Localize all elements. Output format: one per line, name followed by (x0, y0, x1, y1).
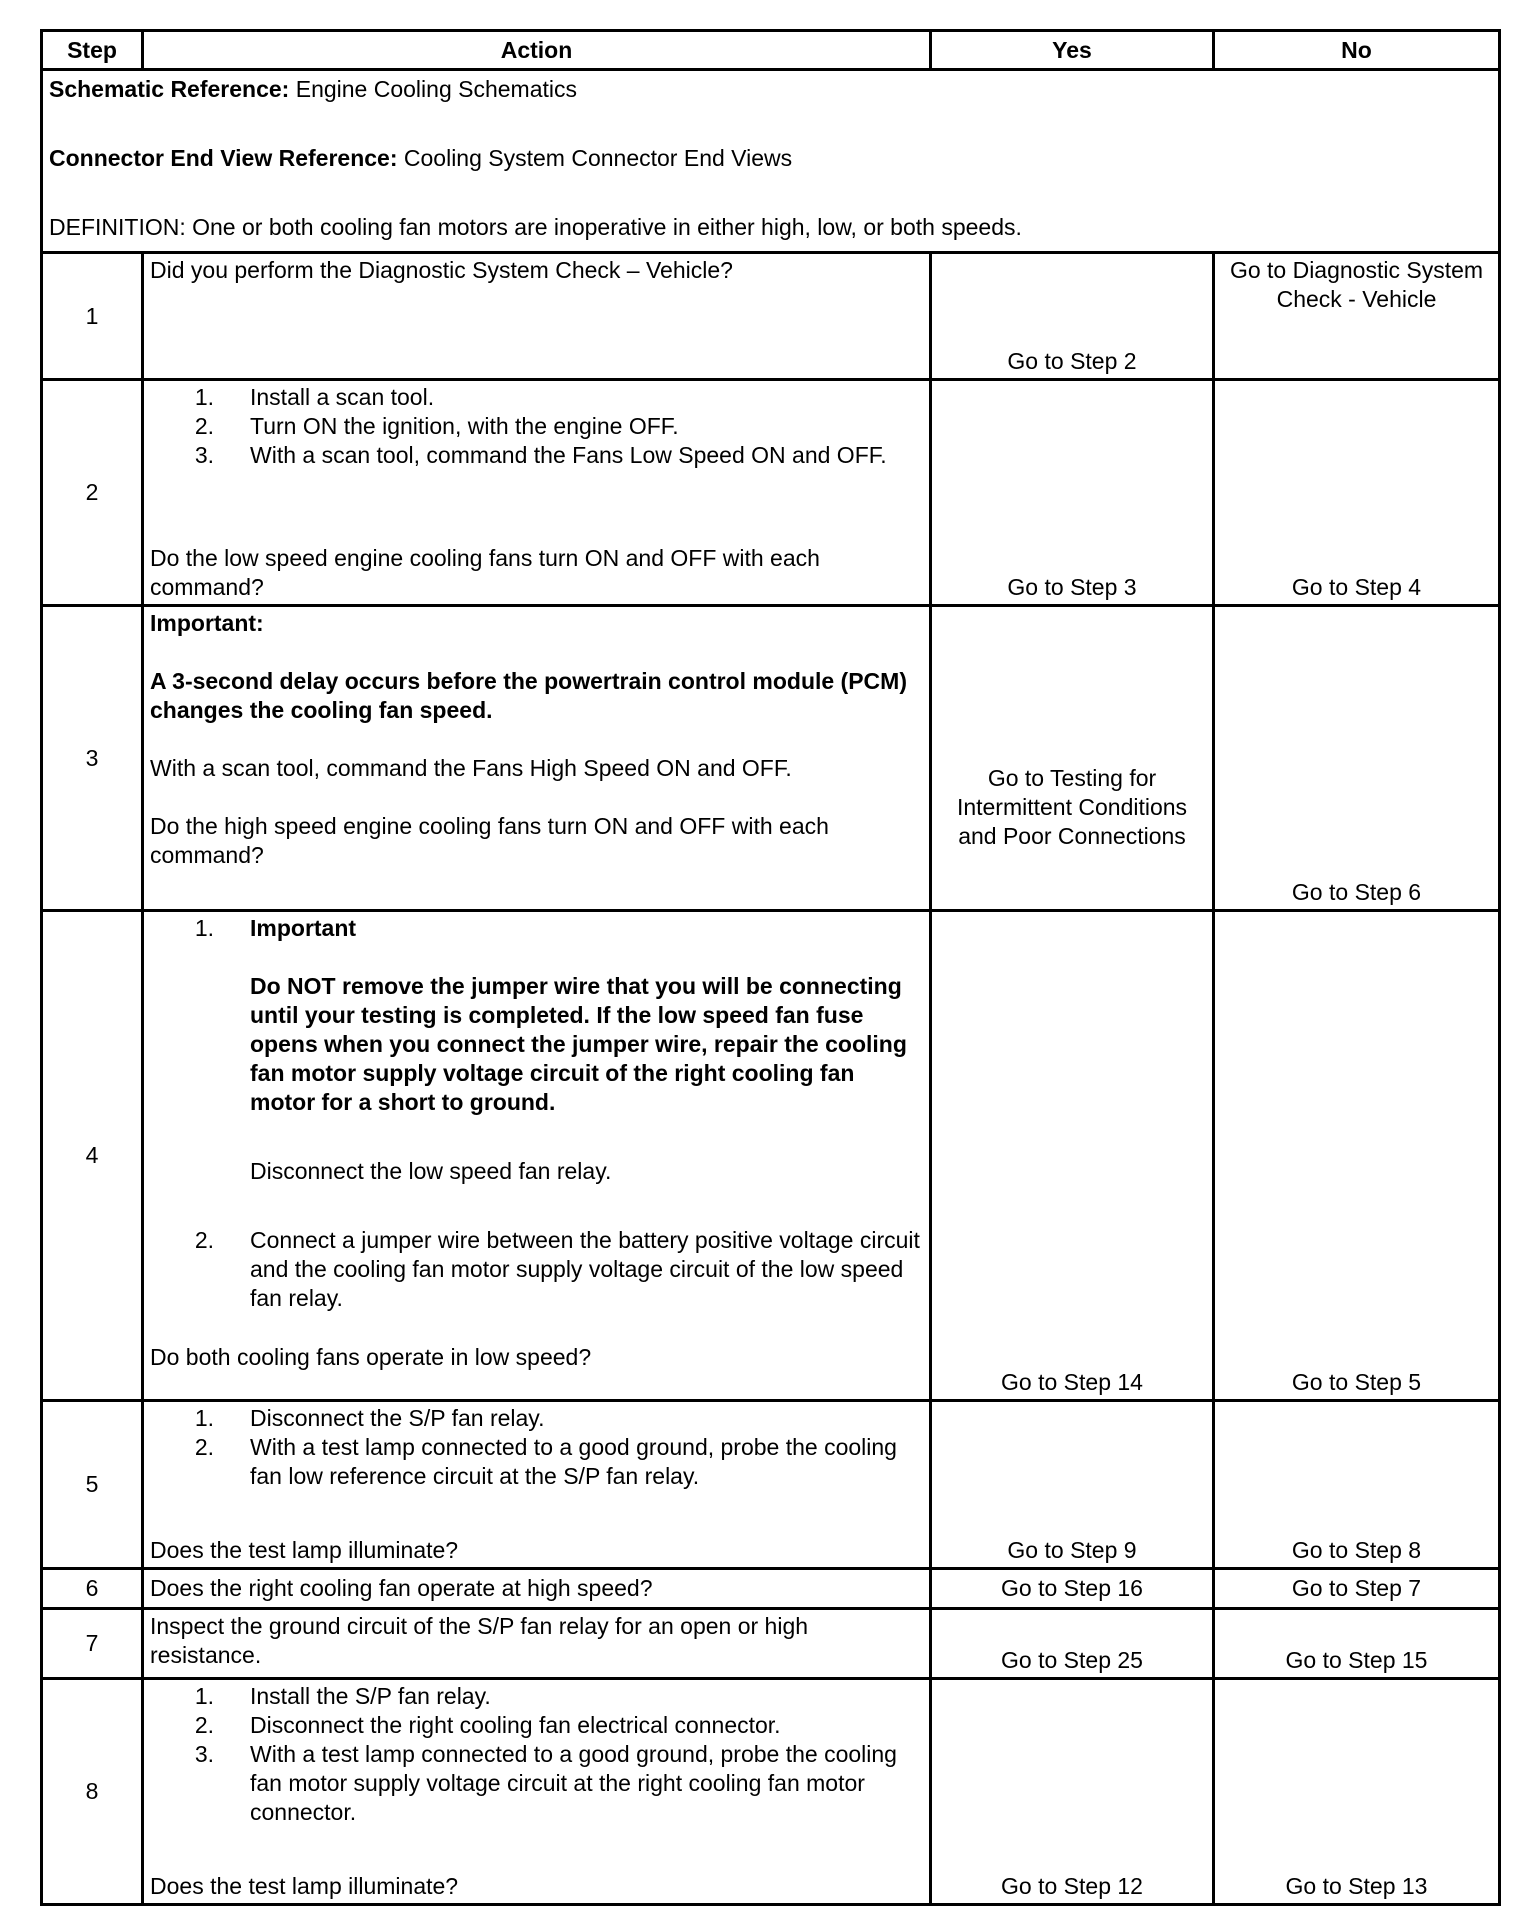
important-label: Important (250, 915, 357, 941)
list-item: 2. Connect a jumper wire between the battery positive voltage circuit and the cooling fan motor supply voltage circuit of the low speed fan relay. (194, 1227, 920, 1311)
header-no: No (1214, 31, 1500, 70)
step-number: 6 (42, 1569, 143, 1609)
action-steps-list (150, 914, 925, 1313)
action-question: Does the test lamp illuminate? (150, 1537, 459, 1563)
no-link[interactable]: Go to Diagnostic System Check - Vehicle (1229, 257, 1484, 312)
yes-cell (931, 606, 1214, 911)
yes-link[interactable]: Go to Step 9 (1007, 1537, 1137, 1563)
list-item: 3. With a test lamp connected to a good ground, probe the cooling fan motor supply voltage circuit at the right cooling fan motor connector. (194, 1741, 897, 1825)
action-cell (143, 1401, 931, 1569)
table-row (42, 1679, 1500, 1905)
action-cell (143, 380, 931, 606)
no-cell (1214, 380, 1500, 606)
no-cell (1214, 1679, 1500, 1905)
header-row (42, 31, 1500, 70)
yes-link[interactable]: Go to Step 2 (1007, 348, 1137, 374)
diagnostic-table-frame (40, 29, 1498, 1906)
action-question: Inspect the ground circuit of the S/P fan relay for an open or high resistance. (150, 1613, 809, 1668)
no-cell (1214, 911, 1500, 1401)
table-row (42, 253, 1500, 380)
no-link[interactable]: Go to Step 8 (1291, 1537, 1422, 1563)
action-question: Does the test lamp illuminate? (150, 1873, 459, 1899)
header-action: Action (143, 31, 931, 70)
list-item: 1. Install a scan tool. (194, 384, 435, 410)
no-link[interactable]: Go to Step 15 (1285, 1647, 1428, 1673)
yes-cell (931, 911, 1214, 1401)
table-row (42, 606, 1500, 911)
action-question: Do the low speed engine cooling fans turn ON and OFF with each command? (150, 545, 820, 600)
diagnostic-table (40, 29, 1501, 1906)
step-number: 4 (42, 911, 143, 1401)
action-cell (143, 1679, 931, 1905)
yes-link[interactable]: Go to Testing for Intermittent Conditions and Poor Connections (956, 764, 1188, 849)
step-number: 5 (42, 1401, 143, 1569)
reference-row (42, 70, 1500, 253)
important-text: Do NOT remove the jumper wire that you will be connecting until your testing is completed. If the low speed fan fuse opens when you connect the jumper wire, repair the cooling fan motor supply voltage circuit of the right cooling fan motor for a short to ground. (250, 973, 907, 1115)
list-item: 1. Install the S/P fan relay. (194, 1683, 491, 1709)
connector-reference (49, 144, 1494, 173)
action-question: Do both cooling fans operate in low speed? (150, 1344, 592, 1370)
header-step: Step (42, 31, 143, 70)
schematic-reference-value: Engine Cooling Schematics (289, 76, 578, 102)
definition-text: DEFINITION: One or both cooling fan motors are inoperative in either high, low, or both speeds. (49, 214, 1022, 240)
no-link[interactable]: Go to Step 7 (1291, 1575, 1422, 1601)
no-cell (1214, 1401, 1500, 1569)
no-cell (1214, 606, 1500, 911)
action-steps-list (150, 1682, 925, 1827)
no-link[interactable]: Go to Step 4 (1291, 574, 1422, 600)
action-cell (143, 1609, 931, 1679)
table-row (42, 1401, 1500, 1569)
no-cell (1214, 253, 1500, 380)
action-cell (143, 911, 931, 1401)
no-cell (1214, 1609, 1500, 1679)
header-yes: Yes (931, 31, 1214, 70)
action-steps-list (150, 1404, 925, 1491)
yes-link[interactable]: Go to Step 16 (1001, 1575, 1143, 1601)
no-link[interactable]: Go to Step 5 (1291, 1369, 1422, 1395)
action-cell (143, 1569, 931, 1609)
step-number: 2 (42, 380, 143, 606)
list-item (150, 1157, 925, 1186)
connector-reference-label: Connector End View Reference: (49, 145, 398, 171)
action-instruction: With a scan tool, command the Fans High Speed ON and OFF. (150, 755, 792, 781)
no-cell (1214, 1569, 1500, 1609)
step-number: 8 (42, 1679, 143, 1905)
list-item: 1. Important (150, 914, 925, 943)
action-question: Did you perform the Diagnostic System Check – Vehicle? (150, 257, 733, 283)
no-link[interactable]: Go to Step 13 (1285, 1873, 1428, 1899)
table-row (42, 911, 1500, 1401)
action-question: Does the right cooling fan operate at high speed? (150, 1575, 653, 1601)
yes-link[interactable]: Go to Step 14 (1001, 1369, 1143, 1395)
list-item: 1. Disconnect the S/P fan relay. (194, 1405, 545, 1431)
connector-reference-value: Cooling System Connector End Views (397, 145, 793, 171)
schematic-reference (49, 75, 1494, 104)
list-item: 2. Turn ON the ignition, with the engine OFF. (194, 413, 679, 439)
action-cell (143, 606, 931, 911)
step-number: 1 (42, 253, 143, 380)
action-question: Do the high speed engine cooling fans turn ON and OFF with each command? (150, 813, 829, 868)
yes-link[interactable]: Go to Step 25 (1001, 1647, 1143, 1673)
yes-link[interactable]: Go to Step 12 (1001, 1873, 1143, 1899)
step-number: 3 (42, 606, 143, 911)
table-row (42, 380, 1500, 606)
schematic-reference-label: Schematic Reference: (49, 76, 290, 102)
list-item: 2. With a test lamp connected to a good ground, probe the cooling fan low reference circuit at the S/P fan relay. (194, 1434, 897, 1489)
action-steps-list (150, 383, 925, 470)
table-row (42, 1609, 1500, 1679)
action-substep: Disconnect the low speed fan relay. (250, 1158, 612, 1184)
important-text: A 3-second delay occurs before the powertrain control module (PCM) changes the cooling fan speed. (150, 668, 907, 723)
yes-link[interactable]: Go to Step 3 (1007, 574, 1137, 600)
yes-cell (931, 253, 1214, 380)
no-link[interactable]: Go to Step 6 (1291, 879, 1422, 905)
yes-cell (931, 1569, 1214, 1609)
reference-cell (42, 70, 1500, 253)
step-number: 7 (42, 1609, 143, 1679)
yes-cell (931, 1609, 1214, 1679)
list-item: 2. Disconnect the right cooling fan electrical connector. (194, 1712, 781, 1738)
important-label: Important: (150, 610, 264, 636)
yes-cell (931, 1401, 1214, 1569)
yes-cell (931, 1679, 1214, 1905)
action-cell (143, 253, 931, 380)
yes-cell (931, 380, 1214, 606)
table-row (42, 1569, 1500, 1609)
list-item (150, 972, 925, 1117)
list-item: 3. With a scan tool, command the Fans Low Speed ON and OFF. (194, 442, 887, 468)
